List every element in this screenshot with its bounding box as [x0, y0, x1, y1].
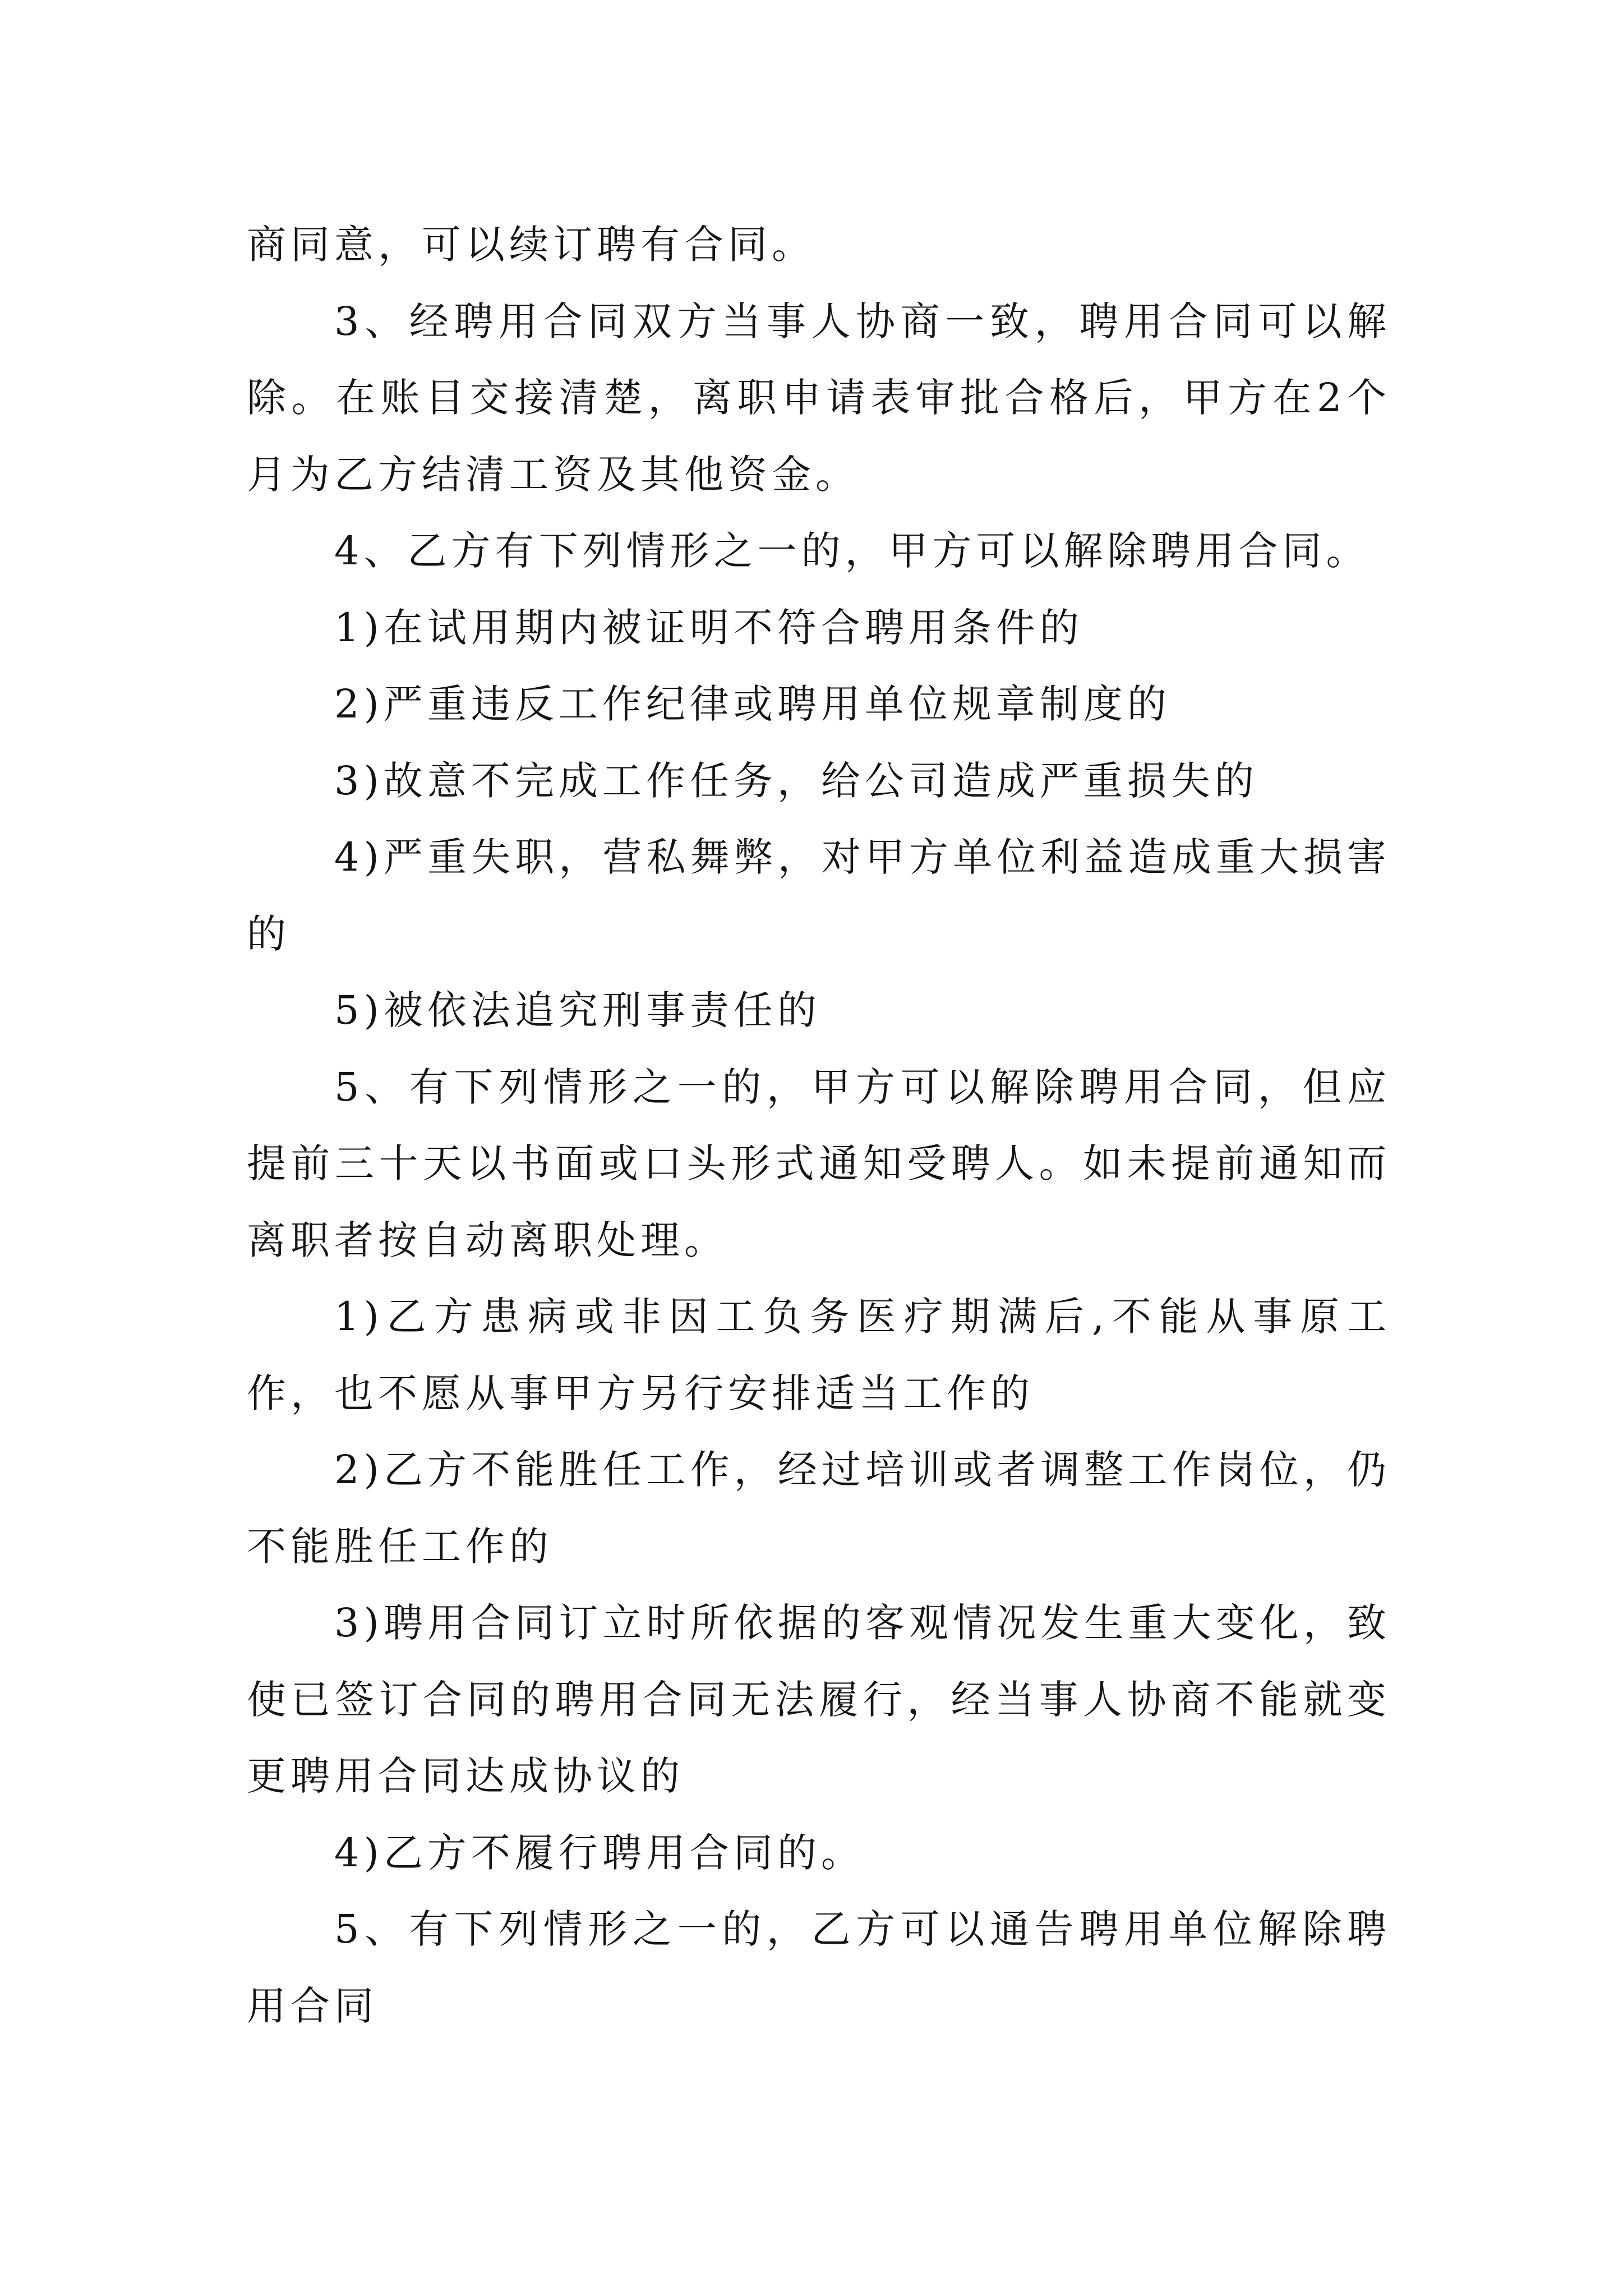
list-item: 1)乙方患病或非因工负务医疗期满后,不能从事原工作，也不愿从事甲方另行安排适当工作的 [247, 1294, 1391, 1416]
paragraph-clause-5: 5、有下列情形之一的，甲方可以解除聘用合同，但应提前三十天以书面或口头形式通知受聘人。如未提前通知而离职者按自动离职处理。 [247, 1064, 1391, 1263]
list-item: 5)被依法追究刑事责任的 [334, 987, 821, 1033]
list-item: 3)聘用合同订立时所依据的客观情况发生重大变化，致使已签订合同的聘用合同无法履行，经当事人协商不能就变更聘用合同达成协议的 [247, 1600, 1391, 1799]
list-item: 3)故意不完成工作任务，给公司造成严重损失的 [334, 757, 1258, 804]
paragraph-clause-5-employee: 5、有下列情形之一的，乙方可以通告聘用单位解除聘用合同 [247, 1906, 1391, 2029]
paragraph-continuation: 商同意，可以续订聘有合同。 [247, 222, 815, 268]
paragraph-clause-4: 4、乙方有下列情形之一的，甲方可以解除聘用合同。 [334, 528, 1370, 574]
list-item: 4)严重失职，营私舞弊，对甲方单位利益造成重大损害的 [247, 834, 1391, 957]
paragraph-clause-3: 3、经聘用合同双方当事人协商一致，聘用合同可以解除。在账目交接清楚，离职申请表审批合格后，甲方在2个月为乙方结清工资及其他资金。 [247, 298, 1391, 498]
list-item: 2)严重违反工作纪律或聘用单位规章制度的 [334, 681, 1171, 727]
list-item: 4)乙方不履行聘用合同的。 [334, 1829, 865, 1876]
document-body [247, 206, 1391, 2044]
list-item: 1)在试用期内被证明不符合聘用条件的 [334, 604, 1083, 651]
list-item: 2)乙方不能胜任工作，经过培训或者调整工作岗位，仍不能胜任工作的 [247, 1447, 1391, 1570]
